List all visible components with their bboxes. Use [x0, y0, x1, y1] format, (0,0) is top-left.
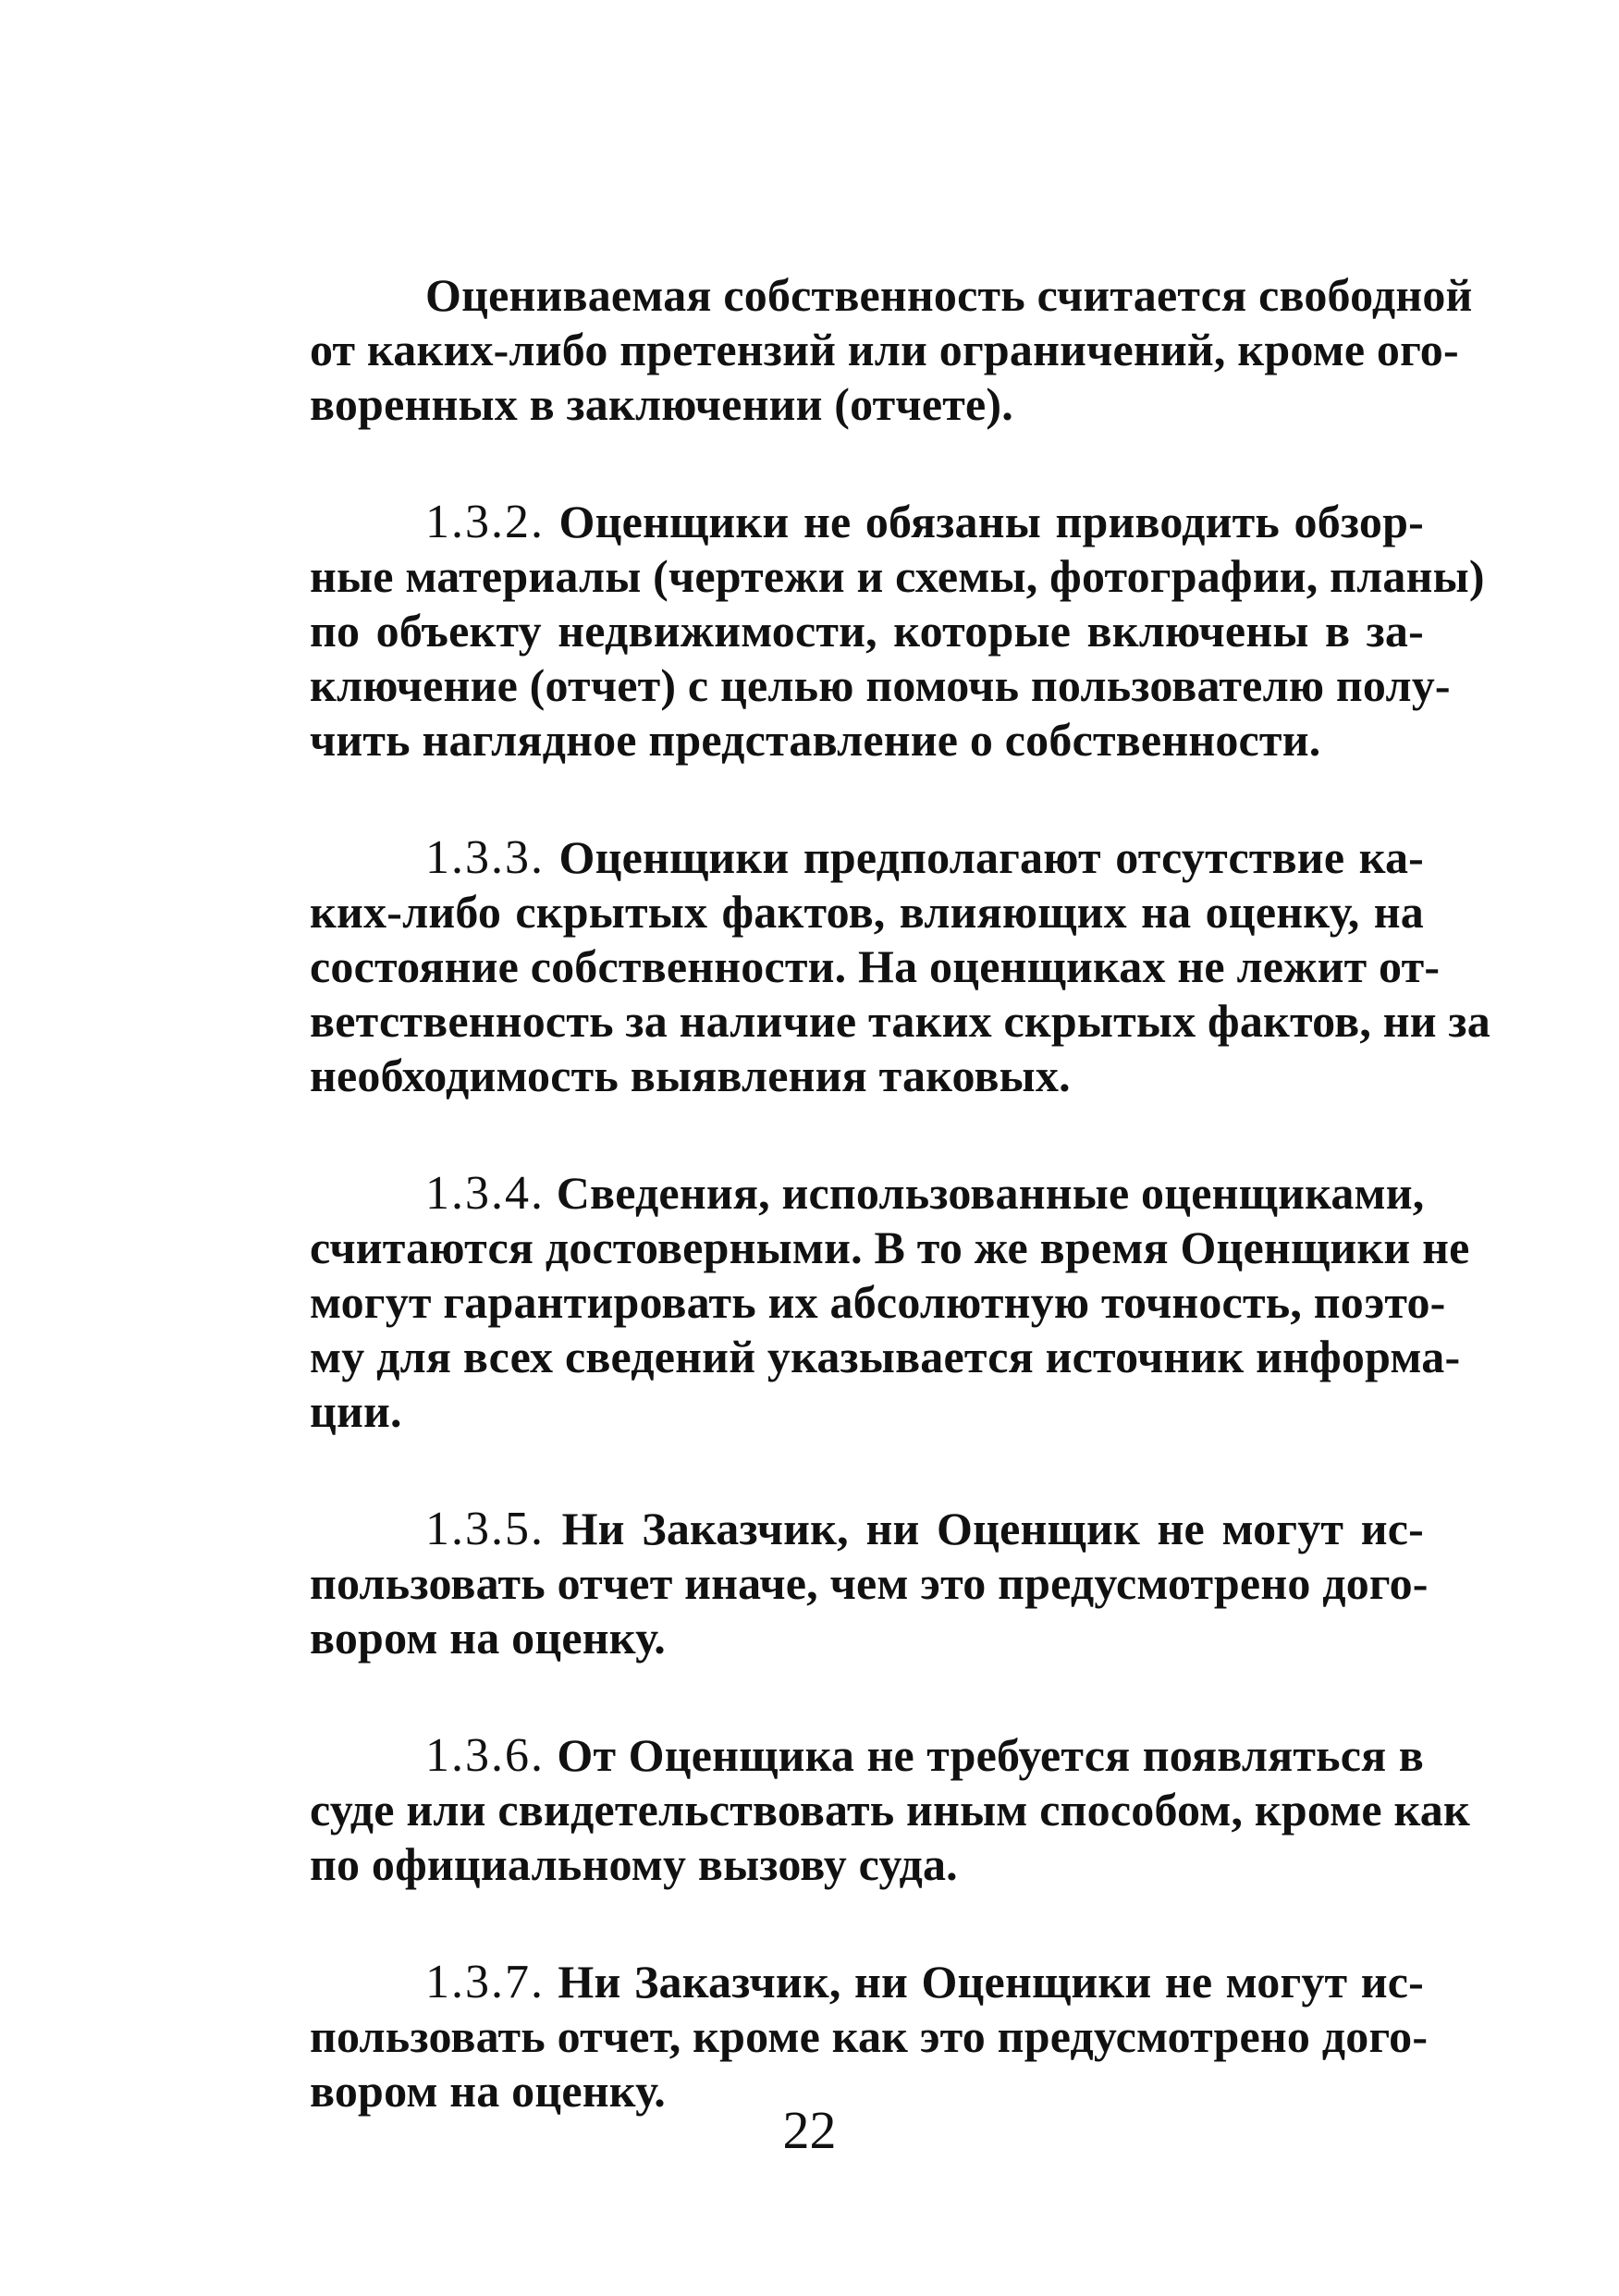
text-line: считаются достоверными. В то же время Оценщики не [310, 1222, 1470, 1273]
clause-number: 1.3.6. [425, 1729, 545, 1782]
text-line: по официальному вызову суда. [310, 1838, 958, 1890]
clause-text: Оценщики не обязаны приводить обзор- [545, 496, 1424, 547]
text-line: ветственность за наличие таких скрытых фактов, ни за [310, 995, 1490, 1047]
clause-text: Ни Заказчик, ни Оценщики не могут ис- [545, 1956, 1424, 2007]
body-text [310, 268, 1490, 2181]
text-line: необходимость выявления таковых. [310, 1050, 1071, 1101]
text-line: от каких-либо претензий или ограничений, кроме ого- [310, 324, 1459, 375]
paragraph-1-3-5 [310, 1502, 1429, 1665]
text-line: вором на оценку. [310, 2065, 666, 2117]
text-line: вором на оценку. [310, 1612, 666, 1664]
text-line: состояние собственности. На оценщиках не лежит от- [310, 940, 1441, 992]
text-line: пользовать отчет, кроме как это предусмотрено дого- [310, 2010, 1429, 2062]
text-line: суде или свидетельствовать иным способом, кроме как [310, 1784, 1470, 1836]
paragraph-continuation [310, 268, 1473, 432]
text-line: Оцениваемая собственность считается свободной [425, 269, 1473, 321]
paragraph-1-3-6 [310, 1728, 1470, 1892]
text-line: пользовать отчет иначе, чем это предусмотрено дого- [310, 1557, 1429, 1609]
text-line [310, 830, 1424, 885]
text-line: ких-либо скрытых фактов, влияющих на оценку, на [310, 886, 1424, 938]
text-line: по объекту недвижимости, которые включены в за- [310, 605, 1424, 657]
clause-number: 1.3.7. [425, 1956, 545, 2008]
page-number: 22 [782, 2100, 837, 2160]
text-line: могут гарантировать их абсолютную точность, поэто- [310, 1276, 1446, 1328]
clause-text: Сведения, использованные оценщиками, [545, 1167, 1425, 1219]
text-line [310, 1166, 1424, 1221]
clause-text: Оценщики предполагают отсутствие ка- [545, 831, 1424, 883]
clause-number: 1.3.5. [425, 1503, 545, 1555]
text-line: ные материалы (чертежи и схемы, фотографии, планы) [310, 550, 1485, 602]
text-line [310, 1502, 1424, 1556]
text-line [310, 495, 1424, 549]
text-line: ции. [310, 1385, 402, 1437]
paragraph-1-3-2 [310, 495, 1485, 767]
clause-number: 1.3.4. [425, 1167, 545, 1220]
clause-text: От Оценщика не требуется появляться в [545, 1729, 1424, 1781]
text-line: чить наглядное представление о собственности. [310, 714, 1321, 766]
text-line: му для всех сведений указывается источник информа- [310, 1331, 1461, 1382]
text-line [310, 1728, 1424, 1783]
paragraph-1-3-4 [310, 1166, 1470, 1439]
clause-number: 1.3.2. [425, 496, 545, 548]
text-line: ключение (отчет) с целью помочь пользователю полу- [310, 659, 1451, 711]
paragraph-1-3-3 [310, 830, 1490, 1103]
clause-number: 1.3.3. [425, 831, 545, 884]
text-line: воренных в заключении (отчете). [310, 378, 1013, 430]
text-line [310, 1955, 1424, 2009]
clause-text: Ни Заказчик, ни Оценщик не могут ис- [545, 1503, 1424, 1554]
paragraph-1-3-7 [310, 1955, 1429, 2118]
